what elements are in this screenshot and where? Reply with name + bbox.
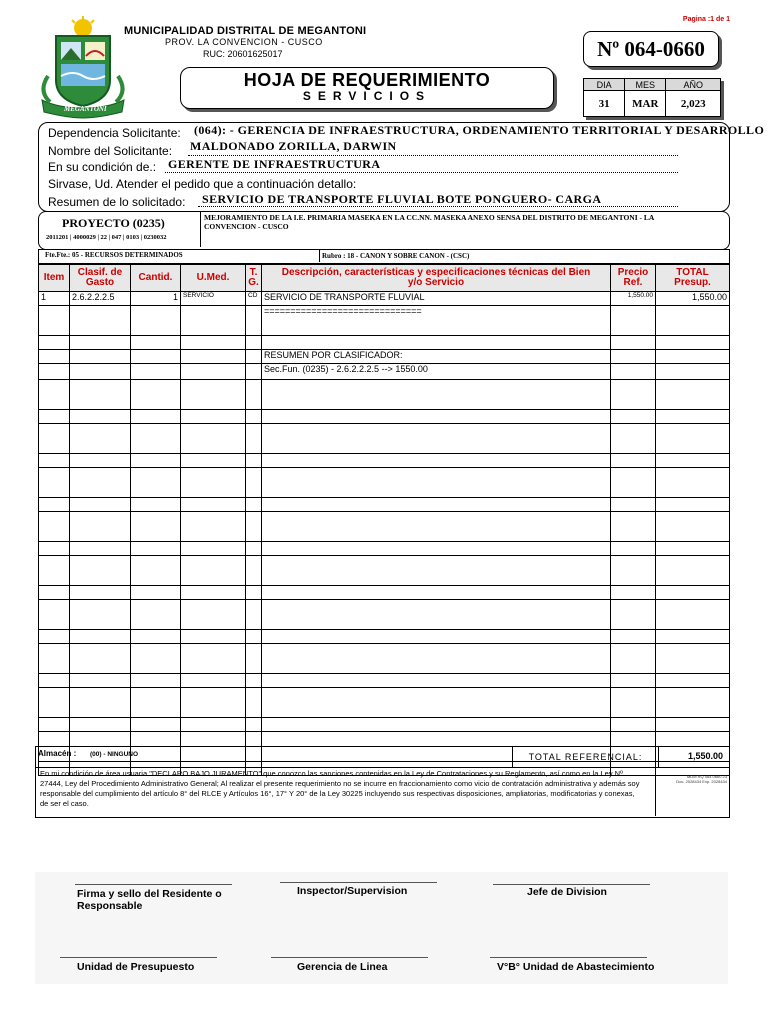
cell-cantid [131,586,181,600]
cell-tg [246,424,262,454]
cell-umed [181,688,246,718]
cell-umed [181,512,246,542]
cell-total [656,350,730,364]
cell-descripcion [262,380,611,410]
cell-total [656,674,730,688]
fuente-text: Fte.Fte.: 05 - RECURSOS DETERMINADOS [45,251,183,259]
cell-item [39,556,70,586]
col-total: TOTAL Presup. [656,265,730,292]
document-number: Nº 064-0660 [583,31,719,67]
project-code: 2011201 | 4000029 | 22 | 047 | 0103 | 0230032 [46,234,167,241]
cell-clasif [70,350,131,364]
table-row [39,688,730,718]
cell-total [656,542,730,556]
cell-descripcion [262,542,611,556]
cell-umed [181,542,246,556]
day-value: 31 [584,91,625,116]
table-row [39,556,730,586]
date-box [583,78,721,117]
cell-total [656,688,730,718]
table-row [39,380,730,410]
table-row [39,350,730,364]
cell-umed [181,644,246,674]
cell-item [39,410,70,424]
cell-descripcion [262,410,611,424]
cell-tg [246,630,262,644]
cell-cantid [131,454,181,468]
cell-cantid [131,600,181,630]
cell-precio [611,586,656,600]
condicion-value: GERENTE DE INFRAESTRUCTURA [168,157,381,171]
cell-clasif [70,424,131,454]
funding-row [38,249,730,264]
org-name: MUNICIPALIDAD DISTRITAL DE MEGANTONI [124,25,367,37]
org-ruc: RUC: 20601625017 [203,49,283,59]
cell-umed [181,336,246,350]
year-value: 2,023 [680,97,706,110]
cell-item [39,306,70,336]
cell-total [656,364,730,380]
cell-cantid [131,644,181,674]
table-row [39,424,730,454]
project-description: MEJORAMIENTO DE LA I.E. PRIMARIA MASEKA EN LA CC.NN. MASEKA ANEXO SENSA DEL DISTRITO DE MEGANTONI - LA CONVENCION - CUSCO [204,213,654,231]
cell-precio [611,512,656,542]
col-descripcion: Descripción, características y especificaciones técnicas del Bien y/o Servicio [262,265,611,292]
col-tg: T. G. [246,265,262,292]
cell-descripcion [262,600,611,630]
cell-precio [611,644,656,674]
table-row [39,306,730,336]
cell-clasif [70,556,131,586]
cell-clasif [70,306,131,336]
cell-precio [611,630,656,644]
cell-item: 1 [39,292,70,306]
meta-line-2: Doc. 2028434 Exp. 2028434 [676,779,727,784]
cell-precio [611,410,656,424]
cell-clasif [70,498,131,512]
sig-gerencia-linea: Gerencia de Linea [297,961,388,973]
cell-clasif [70,542,131,556]
cell-umed [181,454,246,468]
cell-descripcion [262,454,611,468]
cell-clasif [70,468,131,498]
cell-total [656,468,730,498]
cell-cantid [131,380,181,410]
cell-umed [181,468,246,498]
day-label: DIA [584,79,625,91]
cell-cantid [131,468,181,498]
cell-total [656,498,730,512]
table-row [39,292,730,306]
sirvase-text: Sirvase, Ud. Atender el pedido que a continuación detallo: [48,177,357,191]
cell-item [39,718,70,732]
cell-cantid [131,674,181,688]
cell-clasif [70,380,131,410]
cell-umed [181,498,246,512]
col-cantid: Cantid. [131,265,181,292]
cell-precio [611,364,656,380]
year-label: AÑO [666,79,720,91]
cell-umed [181,424,246,454]
cell-item [39,674,70,688]
cell-descripcion [262,468,611,498]
cell-total [656,586,730,600]
dependencia-value: (064): - GERENCIA DE INFRAESTRUCTURA, ORDENAMIENTO TERRITORIAL Y DESARROLLO [194,123,765,137]
total-referencial-value: 1,550.00 [687,751,723,761]
cell-umed [181,306,246,336]
cell-total [656,336,730,350]
cell-descripcion [262,586,611,600]
table-row [39,644,730,674]
cell-item [39,424,70,454]
cell-total [656,718,730,732]
cell-clasif [70,336,131,350]
cell-descripcion [262,718,611,732]
cell-item [39,630,70,644]
cell-cantid [131,424,181,454]
cell-descripcion: SERVICIO DE TRANSPORTE FLUVIAL [262,292,611,306]
cell-item [39,380,70,410]
table-row [39,718,730,732]
cell-descripcion [262,556,611,586]
declaration-divider [655,767,656,816]
table-row [39,674,730,688]
cell-total [656,600,730,630]
cell-tg [246,512,262,542]
cell-precio [611,688,656,718]
condicion-label: En su condición de.: [48,160,157,174]
cell-clasif [70,644,131,674]
page-title: HOJA DE REQUERIMIENTO [243,70,491,90]
table-row [39,600,730,630]
cell-tg [246,586,262,600]
cell-total [656,410,730,424]
cell-descripcion: RESUMEN POR CLASIFICADOR: [262,350,611,364]
cell-umed [181,380,246,410]
cell-item [39,600,70,630]
cell-precio [611,542,656,556]
cell-descripcion [262,512,611,542]
cell-tg [246,542,262,556]
cell-item [39,468,70,498]
dependencia-label: Dependencia Solicitante: [48,126,181,140]
cell-tg [246,380,262,410]
cell-item [39,364,70,380]
cell-cantid [131,630,181,644]
cell-umed [181,410,246,424]
cell-umed [181,674,246,688]
org-province: PROV. LA CONVENCION - CUSCO [165,37,323,47]
cell-clasif [70,454,131,468]
page-subtitle: SERVICIOS [302,89,432,103]
cell-item [39,454,70,468]
cell-cantid: 1 [131,292,181,306]
cell-tg [246,644,262,674]
cell-tg [246,674,262,688]
almacen-box [35,746,730,818]
cell-clasif [70,410,131,424]
cell-total [656,556,730,586]
cell-cantid [131,336,181,350]
cell-total [656,644,730,674]
cell-precio [611,674,656,688]
cell-descripcion [262,630,611,644]
cell-tg [246,556,262,586]
project-divider [200,212,201,247]
cell-item [39,644,70,674]
cell-descripcion [262,688,611,718]
page-indicator: Pagina :1 de 1 [682,16,730,23]
logo-banner-text: MEGANTONI [64,105,107,113]
cell-precio [611,600,656,630]
cell-total [656,424,730,454]
nombre-label: Nombre del Solicitante: [48,144,173,158]
sig-residente: Firma y sello del Residente o Responsable [77,888,222,912]
cell-tg [246,364,262,380]
nombre-value: MALDONADO ZORILLA, DARWIN [190,139,397,153]
cell-precio [611,454,656,468]
cell-total [656,306,730,336]
cell-item [39,498,70,512]
cell-descripcion [262,498,611,512]
cell-clasif [70,586,131,600]
cell-cantid [131,410,181,424]
cell-clasif [70,718,131,732]
cell-tg [246,350,262,364]
cell-descripcion [262,644,611,674]
cell-item [39,512,70,542]
table-row [39,454,730,468]
col-clasif: Clasif. de Gasto [70,265,131,292]
table-row [39,468,730,498]
cell-tg [246,498,262,512]
cell-item [39,586,70,600]
table-row [39,542,730,556]
cell-umed [181,556,246,586]
sig-presupuesto: Unidad de Presupuesto [77,961,195,973]
cell-umed [181,350,246,364]
cell-umed [181,586,246,600]
cell-umed [181,600,246,630]
cell-cantid [131,718,181,732]
cell-cantid [131,688,181,718]
cell-clasif [70,674,131,688]
cell-descripcion: Sec.Fun. (0235) - 2.6.2.2.2.5 --> 1550.00 [262,364,611,380]
cell-clasif [70,600,131,630]
signature-area [35,872,728,984]
cell-tg [246,468,262,498]
month-label: MES [625,79,666,91]
resumen-value: SERVICIO DE TRANSPORTE FLUVIAL BOTE PONGUERO- CARGA [202,192,602,206]
cell-item [39,336,70,350]
cell-clasif [70,364,131,380]
col-umed: U.Med. [181,265,246,292]
project-title: PROYECTO (0235) [62,216,165,230]
almacen-value: (00) - NINGUNO [90,751,139,758]
cell-precio [611,336,656,350]
cell-clasif [70,630,131,644]
table-row [39,630,730,644]
meta-line-1: MDM RQ 064 0660 23 [686,774,727,779]
cell-cantid [131,364,181,380]
cell-total [656,512,730,542]
cell-precio [611,498,656,512]
col-item: Item [39,265,70,292]
cell-cantid [131,350,181,364]
cell-precio: 1,550.00 [611,292,656,306]
cell-umed [181,630,246,644]
cell-cantid [131,498,181,512]
cell-umed [181,718,246,732]
cell-cantid [131,556,181,586]
cell-clasif: 2.6.2.2.2.5 [70,292,131,306]
cell-total: 1,550.00 [656,292,730,306]
resumen-label: Resumen de lo solicitado: [48,195,186,209]
cell-descripcion [262,336,611,350]
cell-total [656,380,730,410]
cell-tg [246,336,262,350]
cell-precio [611,556,656,586]
declaration-meta [661,774,727,784]
cell-precio [611,468,656,498]
table-row [39,512,730,542]
rubro-text: Rubro : 18 - CANON Y SOBRE CANON - (CSC) [319,250,469,262]
table-header-row [39,265,730,292]
cell-item [39,350,70,364]
municipality-logo [38,16,128,120]
month-value: MAR [625,91,666,116]
cell-item [39,688,70,718]
cell-tg [246,410,262,424]
declaration-text: En mi condición de área usuaria "DECLARO BAJO JURAMENTO" que conozco las sanciones contenidas en la Ley de Contrataciones y su Reglamento, así como en la Ley Nº 27444, Ley del Procedimiento Administrativo General; Al realizar el presente requerimiento no se incurre en fraccionamiento como vicio de contratación administrativa y además soy responsable del cumplimiento del artículo 8° del RLCE y Artículos 16°, 17° Y 20° de la Ley 30225 incluyendo sus respectivas disposiciones, ampliatorias, modificatorias y conexas, de ser el caso. [40,769,640,808]
cell-tg: CD [246,292,262,306]
cell-descripcion [262,424,611,454]
table-row [39,336,730,350]
cell-umed: SERVICIO [181,292,246,306]
cell-cantid [131,512,181,542]
cell-cantid [131,306,181,336]
cell-precio [611,350,656,364]
sig-jefe-division: Jefe de Division [527,886,607,898]
table-row [39,364,730,380]
cell-tg [246,600,262,630]
total-referencial-label: TOTAL REFERENCIAL: [512,747,659,767]
cell-precio [611,380,656,410]
cell-cantid [131,542,181,556]
cell-tg [246,306,262,336]
table-row [39,586,730,600]
table-row [39,498,730,512]
cell-precio [611,718,656,732]
cell-precio [611,424,656,454]
sig-inspector: Inspector/Supervision [297,885,408,897]
cell-tg [246,454,262,468]
cell-total [656,454,730,468]
cell-item [39,542,70,556]
cell-descripcion: ============================== [262,306,611,336]
sig-abastecimiento: V°B° Unidad de Abastecimiento [497,961,655,973]
title-box [180,67,554,109]
cell-precio [611,306,656,336]
cell-tg [246,688,262,718]
cell-total [656,630,730,644]
table-row [39,410,730,424]
col-precio: Precio Ref. [611,265,656,292]
cell-tg [246,718,262,732]
cell-umed [181,364,246,380]
cell-descripcion [262,674,611,688]
cell-clasif [70,688,131,718]
cell-clasif [70,512,131,542]
items-table [38,264,730,776]
almacen-label: Almacén : [38,749,77,758]
